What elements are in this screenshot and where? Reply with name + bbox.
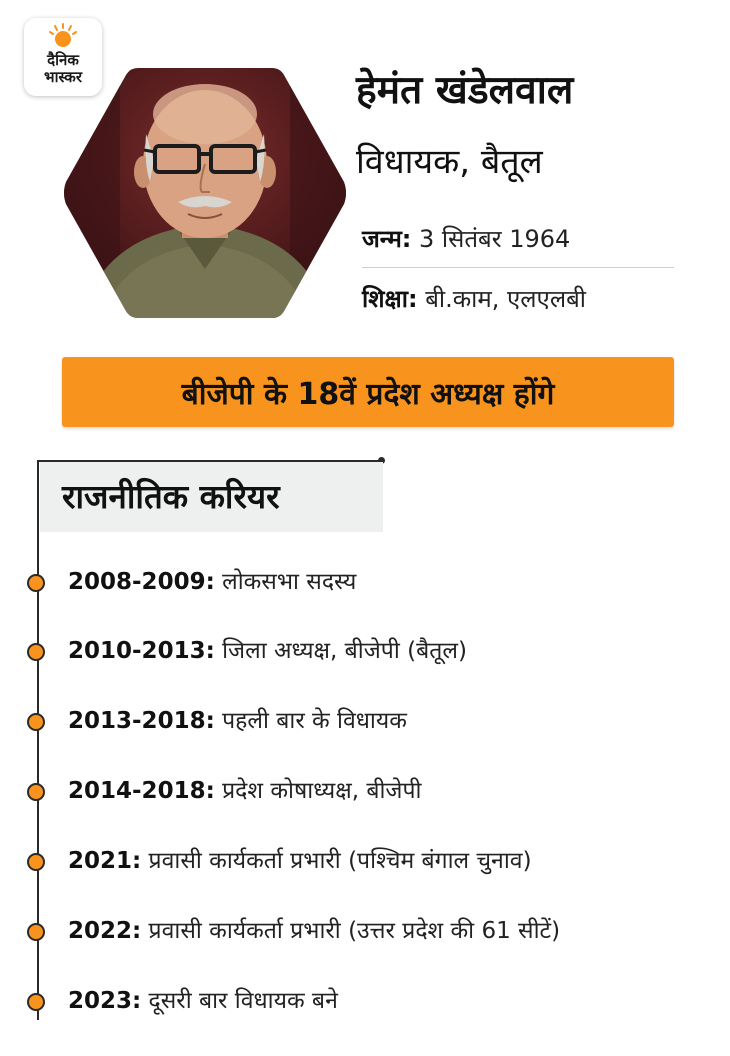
timeline-text: प्रवासी कार्यकर्ता प्रभारी (पश्चिम बंगाल चुनाव) (148, 848, 532, 874)
timeline-years: 2023: (68, 988, 142, 1014)
timeline-dot (27, 853, 45, 871)
timeline-years: 2010-2013: (68, 638, 215, 664)
timeline-item (68, 776, 422, 806)
timeline-item (68, 636, 467, 666)
timeline-item (68, 706, 407, 736)
person-name: हेमंत खंडेलवाल (356, 68, 574, 113)
education-label: शिक्षा: (362, 285, 418, 313)
education-row (362, 282, 586, 315)
timeline-years: 2021: (68, 848, 142, 874)
timeline-years: 2022: (68, 918, 142, 944)
timeline-dot (27, 783, 45, 801)
timeline-text: जिला अध्यक्ष, बीजेपी (बैतूल) (222, 638, 467, 664)
timeline-text: लोकसभा सदस्य (222, 569, 357, 595)
timeline-years: 2008-2009: (68, 569, 215, 595)
timeline-dot (27, 993, 45, 1011)
headline-banner (62, 357, 674, 427)
timeline-dot (27, 574, 45, 592)
timeline-item (68, 846, 532, 876)
person-role: विधायक, बैतूल (356, 142, 543, 182)
timeline-text: दूसरी बार विधायक बने (148, 988, 338, 1014)
birth-row (362, 222, 570, 255)
info-divider (362, 267, 674, 268)
profile-photo (60, 64, 350, 322)
birth-value: 3 सितंबर 1964 (419, 225, 571, 253)
education-value: बी.काम, एलएलबी (425, 285, 587, 313)
career-title: राजनीतिक करियर (40, 462, 383, 532)
timeline-item (68, 986, 338, 1016)
timeline-years: 2013-2018: (68, 708, 215, 734)
logo-line-2: भास्कर (44, 68, 82, 86)
timeline-item (68, 567, 356, 597)
headline-text: बीजेपी के 18वें प्रदेश अध्यक्ष होंगे (181, 376, 555, 412)
timeline-text: प्रदेश कोषाध्यक्ष, बीजेपी (222, 778, 422, 804)
logo-line-1: दैनिक (47, 51, 79, 69)
timeline-dot (27, 923, 45, 941)
timeline-years: 2014-2018: (68, 778, 215, 804)
timeline-text: पहली बार के विधायक (222, 708, 407, 734)
timeline-item (68, 916, 560, 946)
timeline-dot (27, 643, 45, 661)
timeline-text: प्रवासी कार्यकर्ता प्रभारी (उत्तर प्रदेश की 61 सीटें) (148, 918, 561, 944)
timeline-dot (27, 713, 45, 731)
birth-label: जन्म: (362, 225, 412, 253)
